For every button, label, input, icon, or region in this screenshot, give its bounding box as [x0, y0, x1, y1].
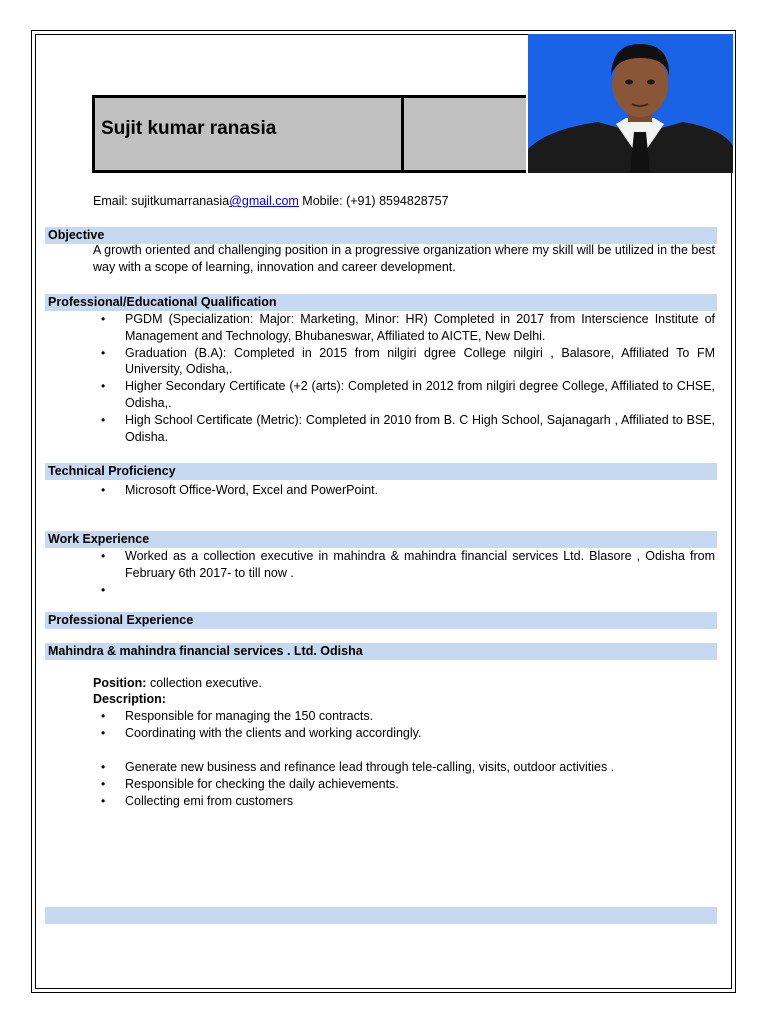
bullet-glyph: •: [101, 793, 106, 808]
list-item: • Coordinating with the clients and working accordingly.: [101, 725, 422, 740]
position-value: collection executive.: [146, 676, 262, 690]
bullet-glyph: •: [101, 760, 106, 774]
section-professional-heading: Professional Experience: [45, 612, 717, 629]
bullet-glyph: •: [101, 312, 106, 326]
company-heading: Mahindra & mahindra financial services . Ltd. Odisha: [45, 643, 717, 660]
section-technical-heading: Technical Proficiency: [45, 463, 717, 480]
bullet-glyph: •: [101, 379, 106, 394]
mobile-number: Mobile: (+91) 8594828757: [298, 194, 449, 208]
name-header-box: [92, 95, 526, 173]
list-item: • Worked as a collection executive in mahindra & mahindra financial services Ltd. Blasore , Odisha from February 6th 2017- to till now .: [101, 549, 715, 580]
bullet-glyph: •: [101, 483, 106, 497]
bullet-glyph: •: [101, 725, 106, 740]
list-item: • Responsible for checking the daily achievements.: [101, 776, 399, 791]
list-item: • High School Certificate (Metric): Completed in 2010 from B. C High School, Sajanagarh , Affiliated to BSE, Odisha.: [101, 412, 715, 444]
description-label: Description:: [93, 692, 166, 706]
contact-line: [93, 194, 449, 208]
bullet-glyph: •: [101, 412, 106, 427]
header-divider: [401, 98, 404, 170]
section-work-heading: Work Experience: [45, 531, 717, 548]
email-user: sujitkumarranasia: [131, 194, 230, 208]
list-item: • Responsible for managing the 150 contracts.: [101, 709, 374, 723]
email-label: Email:: [93, 194, 132, 208]
empty-footer-bar: [45, 907, 717, 924]
list-item: [93, 582, 715, 599]
objective-text: A growth oriented and challenging position in a progressive organization where my skill will be utilized in the best way with a scope of learning, innovation and career development.: [93, 243, 715, 274]
bullet-glyph: •: [101, 549, 106, 563]
email-link[interactable]: @gmail.com: [229, 194, 299, 208]
bullet-glyph: •: [101, 345, 106, 360]
candidate-name: Sujit kumar ranasia: [101, 118, 277, 139]
list-item: • Collecting emi from customers: [101, 793, 294, 808]
list-item: • Microsoft Office-Word, Excel and PowerPoint.: [101, 483, 379, 497]
profile-photo: [528, 34, 733, 173]
work-list: [93, 548, 715, 598]
list-item: • Higher Secondary Certificate (+2 (arts): Completed in 2012 from nilgiri degree College, Affiliated to CHSE, Odisha,.: [101, 379, 715, 410]
list-item: • PGDM (Specialization: Major: Marketing, Minor: HR) Completed in 2017 from Interscience Institute of Management and Technology, Bhubaneswar, Affiliated to AICTE, New Delhi.: [101, 312, 715, 343]
technical-list: [93, 482, 715, 499]
section-objective-heading: Objective: [45, 227, 717, 244]
bullet-glyph: •: [101, 776, 106, 791]
page-border-inner: [35, 34, 732, 989]
position-line: [93, 675, 262, 692]
list-item: • Graduation (B.A): Completed in 2015 from nilgiri dgree College nilgiri , Balasore, Affiliated To FM University, Odisha,.: [101, 345, 715, 377]
bullet-glyph: •: [101, 582, 106, 597]
qualification-list: [93, 311, 715, 445]
duties-list-b: [93, 759, 715, 809]
duties-list-a: [93, 708, 715, 742]
bullet-glyph: •: [101, 709, 106, 723]
list-item: • Generate new business and refinance lead through tele-calling, visits, outdoor activities .: [101, 760, 615, 774]
portrait-image: [528, 34, 733, 173]
section-qualification-heading: Professional/Educational Qualification: [45, 294, 717, 311]
position-label: Position:: [93, 676, 147, 690]
